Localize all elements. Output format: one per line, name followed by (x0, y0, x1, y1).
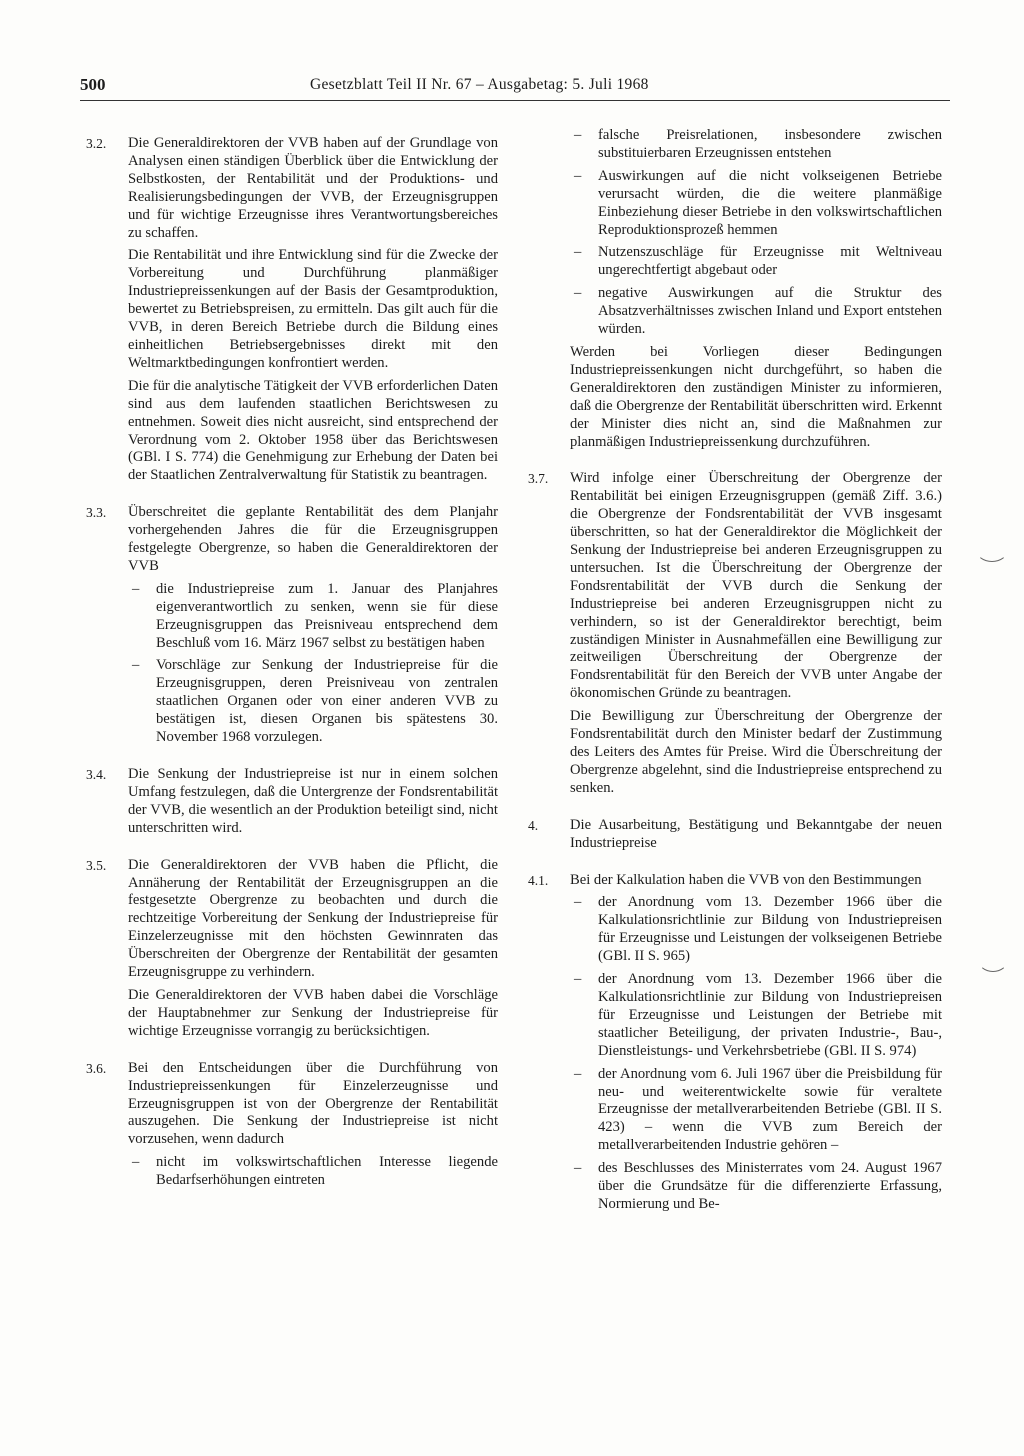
section-3-6 (86, 1060, 498, 1195)
paragraph: Bei der Kalkulation haben die VVB von den Bestimmungen (570, 871, 922, 888)
paragraph: Die Bewilligung zur Überschreitung der Obergrenze der Fondsrentabilität durch den Minister bedarf der Zustimmung des Leiters des Amtes für Preise. Wird die Überschreitung der Obergrenze abgelehnt, sind die Industriepreise entsprechend zu senken. (570, 708, 942, 796)
section-3-6-continued (528, 127, 942, 456)
list-item-text: Auswirkungen auf die nicht volkseigenen Betriebe verursacht würden, die die weitere planmäßige Einbeziehung dieser Betriebe in den volkswirtschaftlichen Reproduktionsprozeß hemmen (598, 167, 942, 238)
section-4 (528, 817, 942, 858)
paragraph: Die Generaldirektoren der VVB haben dabei die Vorschläge der Hauptabnehmer zur Senkung der Industriepreise für wichtige Erzeugnisse vorrangig zu berücksichtigen. (128, 986, 498, 1039)
section-number: 3.5. (86, 857, 107, 873)
dash-bullet: – (574, 1160, 582, 1177)
paragraph: Die Generaldirektoren der VVB haben die Pflicht, die Annäherung der Rentabilität der Erzeugnisgruppen an die festgesetzte Obergrenze zu beobachten und durch die rechtzeitige Vorbereitung der Senkung der Industriepreise für Einzelerzeugnisse mit den höchsten Gewinnraten das Überschreiten der Obergrenze der Rentabilität der gesamten Erzeugnisgruppe zu verhindern. (128, 856, 498, 981)
section-3-7 (528, 470, 942, 802)
paragraph: Wird infolge einer Überschreitung der Obergrenze der Rentabilität bei einigen Erzeugnisgruppen (gemäß Ziff. 3.6.) die Obergrenze der Fondsrentabilität der VVB insgesamt überschritten, so hat der Generaldirektor die Möglichkeit der Senkung der Industriepreise bei anderen Erzeugnisgruppen zu untersuchen. Ist die Überschreitung der Obergrenze der Fondsrentabilität der VVB durch die Senkung der Industriepreise bei anderen Erzeugnisgruppen nicht zu verhindern, so ist der Generaldirektor berechtigt, beim zuständigen Minister in Ausnahmefällen eine Bewilligung zur zeitweiligen Überschreitung der Obergrenze der Fondsrentabilität für den Bereich der VVB unter Angabe der ökonomischen Gründe zu beantragen. (570, 470, 942, 702)
paragraph: Die Senkung der Industriepreise ist nur in einem solchen Umfang festzulegen, daß die Untergrenze der Fondsrentabilität der VVB, die wesentlich an der Produktion beteiligt sind, nicht unterschritten wird. (128, 766, 498, 836)
dash-bullet: – (574, 127, 582, 143)
section-number: 4. (528, 817, 539, 833)
right-column (528, 127, 942, 1219)
list-item-text: Vorschläge zur Senkung der Industriepreise für die Erzeugnisgruppen, deren Preisniveau von zentralen staatlichen Organen oder von einer anderen VVB zu bestätigen ist, diesen Organen bis spätestens 30. November 1968 vorzulegen. (156, 657, 498, 746)
list-item (128, 657, 498, 747)
section-3-3 (86, 504, 498, 752)
list-item-text: negative Auswirkungen auf die Struktur des Absatzverhältnisses zwischen Inland und Export entstehen würden. (598, 285, 942, 338)
dash-bullet: – (132, 657, 140, 674)
list-item (570, 168, 942, 240)
list-item-text: falsche Preisrelationen, insbesondere zwischen substituierbaren Erzeugnissen entstehen (598, 127, 942, 161)
list-item (570, 127, 942, 163)
list-item (570, 244, 942, 280)
header-title: Gesetzblatt Teil II Nr. 67 – Ausgabetag: 5. Juli 1968 (310, 76, 649, 93)
list-item-text: der Anordnung vom 6. Juli 1967 über die Preisbildung für neu- und weiterentwickelte sowie für veraltete Erzeugnisse der metallverarbeitenden Betriebe (GBl. II S. 423) – wenn die VVB zum Bereich der metallverarbeitenden Industrie gehören – (598, 1065, 942, 1154)
dash-bullet: – (574, 894, 582, 911)
page-number: 500 (80, 75, 106, 94)
section-4-1 (528, 872, 942, 1219)
section-3-5 (86, 857, 498, 1046)
paragraph: Überschreitet die geplante Rentabilität des dem Planjahr vorhergehenden Jahres die für die Erzeugnisgruppen festgelegte Obergrenze, so haben die Generaldirektoren der VVB (128, 504, 498, 574)
list-item (128, 581, 498, 653)
paragraph: Die Generaldirektoren der VVB haben auf der Grundlage von Analysen einen ständigen Überblick über die Entwicklung der Selbstkosten, der Rentabilität und der Produktions- und Realisierungsbedingungen der VVB, der Erzeugnisgruppen und für wichtige Erzeugnisse ihres Verantwortungsbereiches zu schaffen. (128, 135, 498, 241)
list-item (570, 285, 942, 339)
paragraph: Werden bei Vorliegen dieser Bedingungen Industriepreissenkungen nicht durchgeführt, so haben die Generaldirektoren den zuständigen Minister zu informieren, daß die Obergrenze der Rentabilität überschritten wird. Erkennt der Minister dies nicht an, sind die Maßnahmen zur planmäßigen Industriepreissenkung durchzuführen. (570, 343, 942, 450)
section-number: 3.6. (86, 1060, 107, 1076)
section-3-2 (86, 135, 498, 490)
list-item (128, 1154, 498, 1190)
list-item-text: der Anordnung vom 13. Dezember 1966 über die Kalkulationsrichtlinie zur Bildung von Industriepreisen für Erzeugnisse und Leistungen der volkseigenen Betriebe (GBl. II S. 965) (598, 894, 942, 965)
list-item-text: die Industriepreise zum 1. Januar des Planjahres eigenverantwortlich zu senken, wenn sie für diese Erzeugnisgruppen das Preisniveau entsprechend dem Beschluß vom 16. März 1967 selbst zu bestätigen haben (156, 580, 498, 651)
list-item-text: der Anordnung vom 13. Dezember 1966 über die Kalkulationsrichtlinie zur Bildung von Industriepreisen für Erzeugnisse und Leistungen der Betriebe mit staatlicher Beteiligung, der privaten Industrie-, Bau-, Dienstleistungs- und Verkehrsbetriebe (GBl. II S. 974) (598, 971, 942, 1059)
dash-bullet: – (574, 167, 582, 184)
paragraph: Bei den Entscheidungen über die Durchführung von Industriepreissenkungen für Einzelerzeugnisse und Erzeugnisgruppen ist von der Obergrenze der Rentabilität auszugehen. Die Senkung der Industriepreise ist nicht vorzusehen, wenn dadurch (128, 1059, 498, 1148)
section-number: 3.2. (86, 136, 107, 151)
paragraph: Die Rentabilität und ihre Entwicklung sind für die Zwecke der Vorbereitung und Durchführung planmäßiger Industriepreissenkungen auf der Basis der Gesamtproduktion, bewertet zu Betriebspreisen, zu ermitteln. Das gilt auch für die VVB, in deren Bereich Betriebe durch die Bildung eines einheitlichen Betriebsergebnisses direkt mit den Weltmarktbedingungen konfrontiert werden. (128, 247, 498, 371)
list-item (570, 1160, 942, 1214)
dash-bullet: – (574, 244, 582, 261)
dash-bullet: – (574, 971, 582, 988)
dash-bullet: – (574, 1065, 582, 1082)
margin-pencil-mark (976, 538, 1008, 562)
dash-bullet: – (132, 1154, 140, 1171)
section-heading: Die Ausarbeitung, Bestätigung und Bekanntgabe der neuen Industriepreise (570, 816, 942, 851)
list-item (570, 971, 942, 1061)
section-3-4 (86, 766, 498, 843)
list-item-text: des Beschlusses des Ministerrates vom 24. August 1967 über die Grundsätze für die differenzierte Erfassung, Normierung und Be- (598, 1160, 942, 1212)
list-item (570, 894, 942, 966)
section-number: 3.4. (86, 767, 107, 782)
paragraph: Die für die analytische Tätigkeit der VVB erforderlichen Daten sind aus dem laufenden staatlichen Berichtswesen zu entnehmen. Soweit dies nicht ausreicht, sind entsprechend der Verordnung vom 2. Oktober 1958 über das Berichtswesen (GBl. I S. 774) die Genehmigung zur Erhebung der Daten bei der Staatlichen Zentralverwaltung für Statistik zu beantragen. (128, 377, 498, 484)
section-number: 4.1. (528, 872, 549, 888)
page-header (80, 76, 950, 101)
dash-bullet: – (574, 285, 582, 302)
list-item-text: Nutzenszuschläge für Erzeugnisse mit Weltniveau ungerechtfertigt abgebaut oder (598, 244, 942, 279)
section-number: 3.3. (86, 505, 107, 521)
margin-pencil-mark (978, 948, 1008, 972)
list-item-text: nicht im volkswirtschaftlichen Interesse liegende Bedarfserhöhungen eintreten (156, 1154, 498, 1189)
left-column (86, 135, 498, 1195)
list-item (570, 1066, 942, 1156)
section-number: 3.7. (528, 471, 549, 487)
dash-bullet: – (132, 580, 140, 597)
